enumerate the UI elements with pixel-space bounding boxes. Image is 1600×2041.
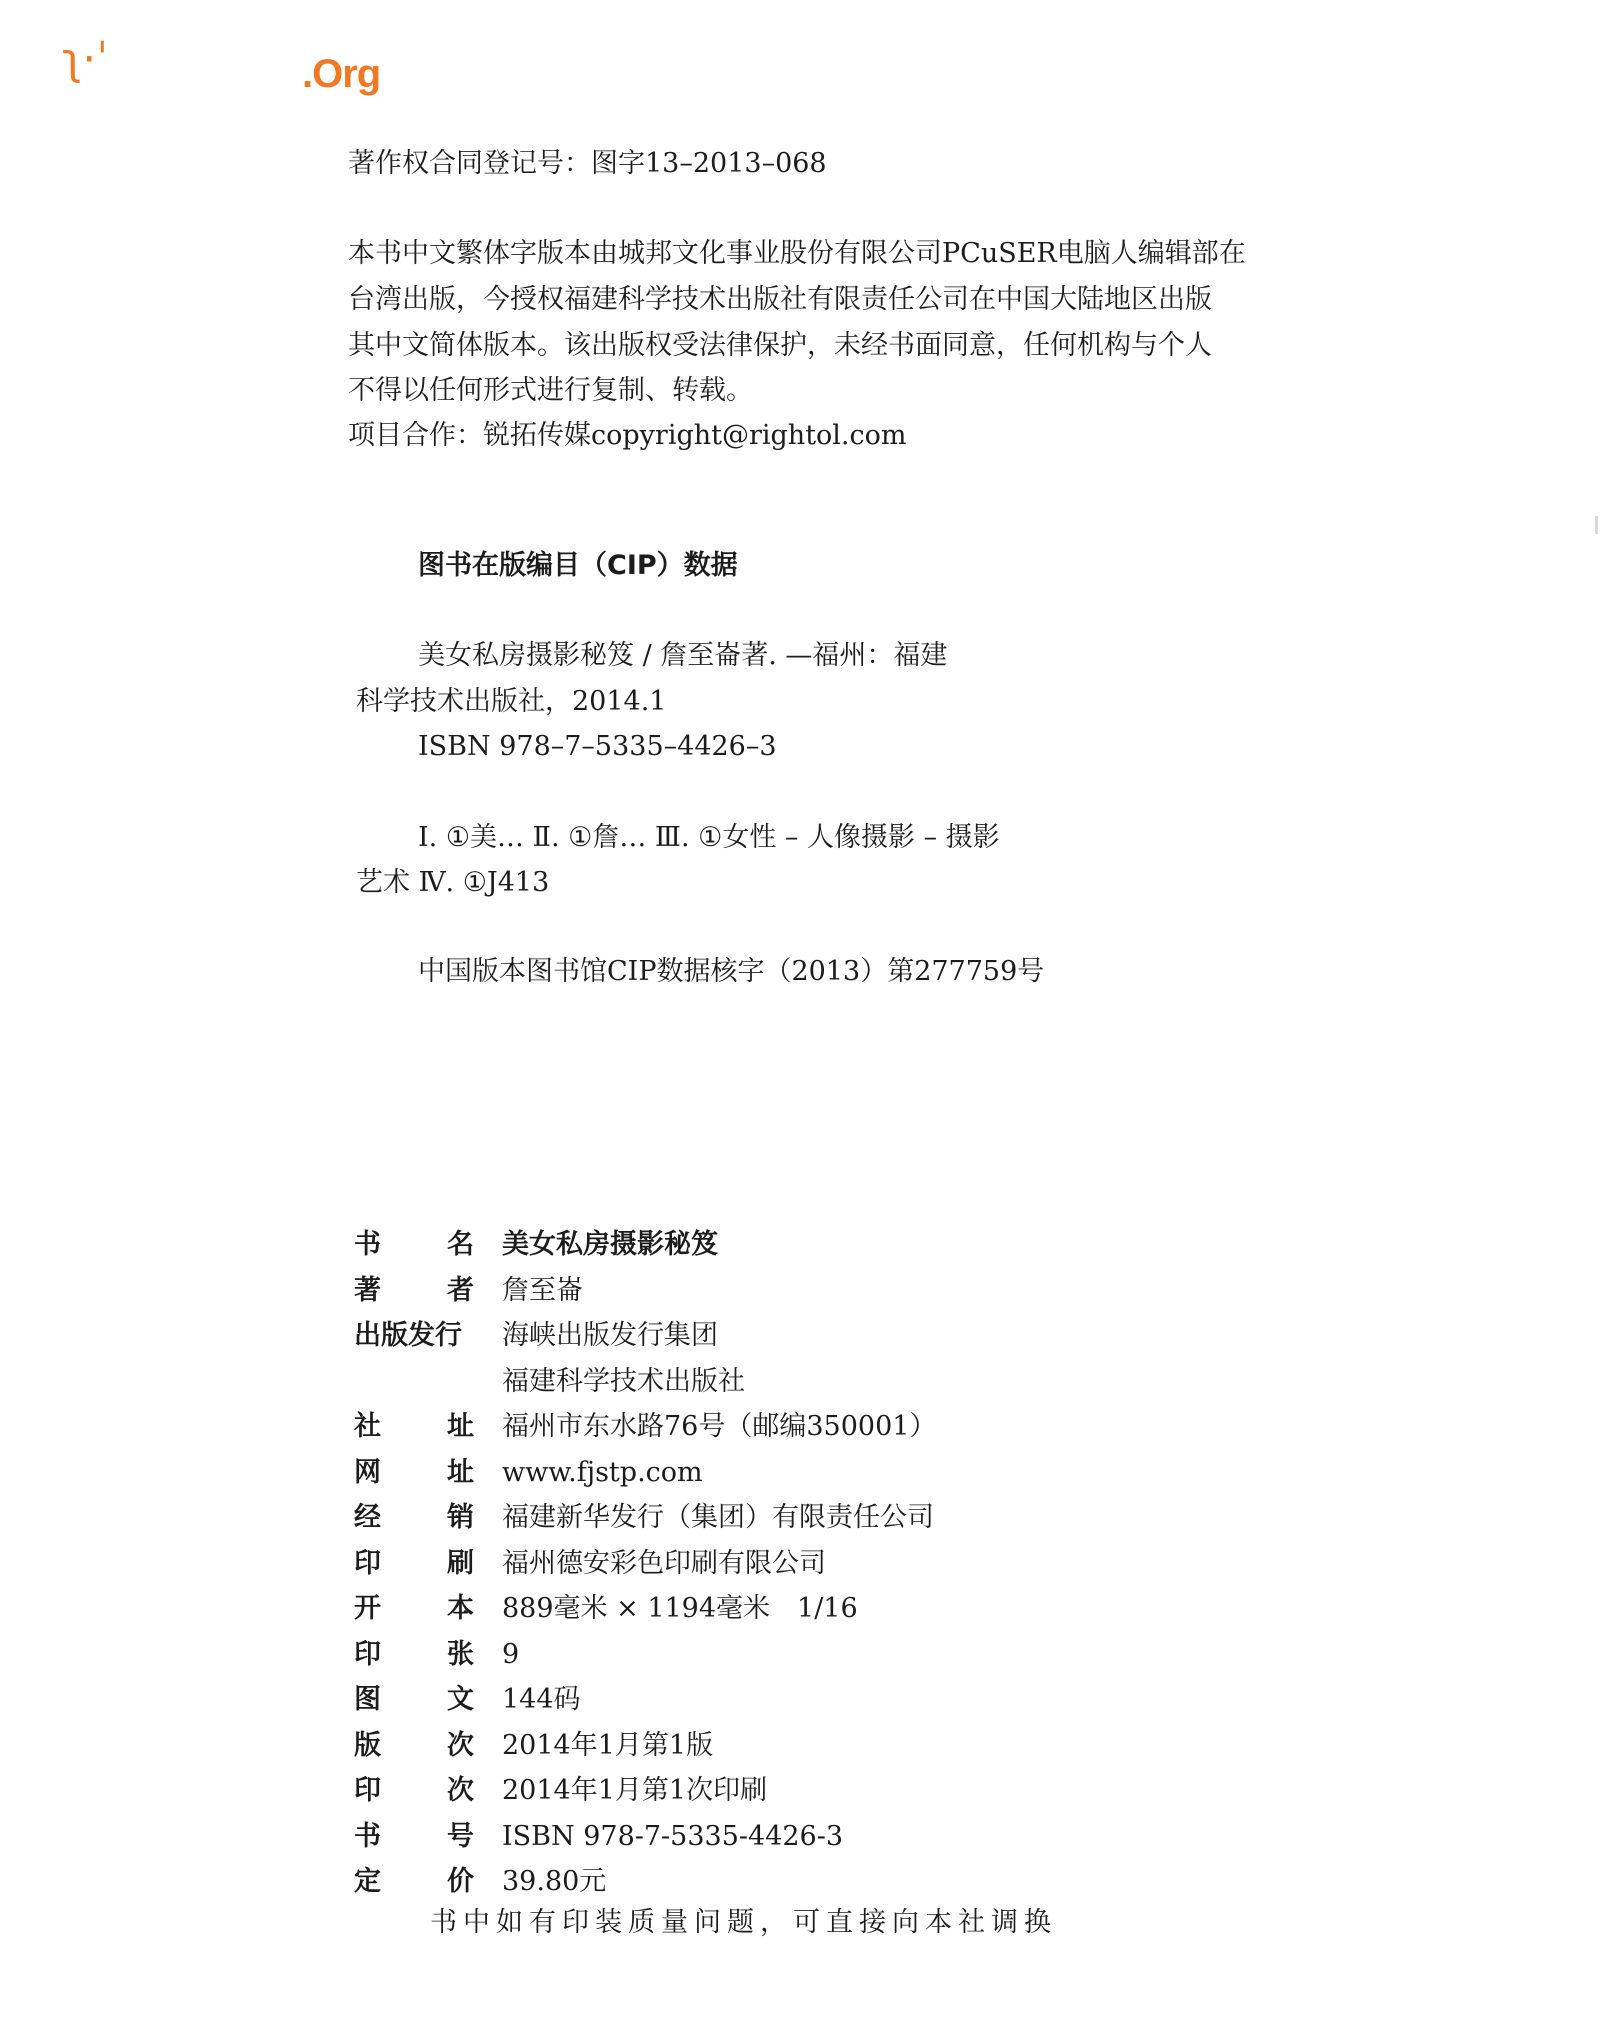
colophon-label-char: 印 (354, 1547, 381, 1579)
colophon-row (354, 1859, 1114, 1905)
colophon-label-char: 次 (447, 1729, 474, 1761)
colophon-value: www.fjstp.com (502, 1456, 703, 1488)
colophon-label-char: 名 (447, 1229, 474, 1260)
colophon-row (354, 1495, 1114, 1541)
cip-entry-line-2: 科学技术出版社，2014.1 (356, 686, 667, 717)
colophon-label-char: 址 (447, 1456, 474, 1488)
colophon-value: 144码 (502, 1684, 581, 1715)
cip-record-number: 中国版本图书馆CIP数据核字（2013）第277759号 (418, 956, 1045, 987)
colophon-row (354, 1814, 1114, 1860)
colophon-label-char: 文 (447, 1684, 474, 1715)
watermark-logo (62, 34, 402, 108)
colophon-row (354, 1586, 1114, 1632)
colophon-value: 美女私房摄影秘笈 (502, 1229, 718, 1260)
colophon-table (354, 1222, 1114, 1905)
colophon-label-char: 张 (447, 1638, 474, 1670)
colophon-value: 2014年1月第1次印刷 (502, 1775, 768, 1806)
colophon-row (354, 1723, 1114, 1769)
edge-mark (1595, 516, 1598, 534)
colophon-label (354, 1586, 474, 1625)
watermark-glyph: ʅ·ˈ (62, 34, 109, 85)
cip-heading: 图书在版编目（CIP）数据 (418, 550, 738, 581)
colophon-row (354, 1222, 1114, 1268)
license-line-2: 台湾出版，今授权福建科学技术出版社有限责任公司在中国大陆地区出版 (348, 284, 1212, 315)
colophon-label-char: 图 (354, 1684, 381, 1715)
colophon-label-char: 者 (447, 1274, 474, 1306)
footer-note: 书中如有印装质量问题，可直接向本社调换 (430, 1907, 1057, 1938)
colophon-label (354, 1768, 474, 1807)
colophon-row (354, 1313, 1114, 1359)
colophon-label-char: 号 (447, 1820, 474, 1852)
colophon-label-char: 经 (354, 1502, 381, 1533)
colophon-value: ISBN 978-7-5335-4426-3 (502, 1820, 844, 1852)
colophon-label (354, 1222, 474, 1261)
colophon-label-char: 出版发行 (354, 1320, 462, 1351)
colophon-label-char: 价 (447, 1866, 474, 1897)
colophon-value: 39.80元 (502, 1866, 607, 1897)
colophon-label (354, 1268, 474, 1307)
colophon-label (354, 1723, 474, 1762)
colophon-label (354, 1313, 474, 1352)
license-line-3: 其中文简体版本。该出版权受法律保护，未经书面同意，任何机构与个人 (348, 330, 1212, 361)
colophon-label (354, 1859, 474, 1898)
colophon-label-char: 次 (447, 1775, 474, 1806)
colophon-label-char: 网 (354, 1456, 381, 1488)
colophon-label-char: 书 (354, 1229, 381, 1260)
colophon-value: 福建科学技术出版社 (502, 1365, 745, 1397)
colophon-value: 福州德安彩色印刷有限公司 (502, 1547, 826, 1579)
cip-classification-line-2: 艺术 Ⅳ. ①J413 (356, 867, 550, 898)
colophon-label-char: 址 (447, 1411, 474, 1442)
colophon-value: 福州市东水路76号（邮编350001） (502, 1411, 937, 1442)
colophon-value: 海峡出版发行集团 (502, 1320, 718, 1351)
copyright-registration: 著作权合同登记号：图字13–2013–068 (348, 148, 827, 179)
colophon-value: 福建新华发行（集团）有限责任公司 (502, 1502, 934, 1533)
colophon-label (354, 1404, 474, 1443)
watermark-text: .Org (302, 52, 381, 96)
colophon-value: 9 (502, 1638, 520, 1670)
project-cooperation: 项目合作：锐拓传媒copyright@rightol.com (348, 420, 907, 451)
colophon-row (354, 1541, 1114, 1587)
colophon-label (354, 1632, 474, 1671)
colophon-row (354, 1632, 1114, 1678)
colophon-label-char: 定 (354, 1866, 381, 1897)
cip-isbn: ISBN 978–7–5335–4426–3 (418, 731, 777, 762)
colophon-value: 889毫米 × 1194毫米 1/16 (502, 1593, 858, 1624)
colophon-label (354, 1541, 474, 1580)
colophon-row (354, 1404, 1114, 1450)
cip-entry-line-1: 美女私房摄影秘笈 / 詹至崙著. —福州：福建 (418, 640, 948, 671)
cip-classification-line-1: Ⅰ. ①美… Ⅱ. ①詹… Ⅲ. ①女性 – 人像摄影 – 摄影 (418, 822, 1000, 853)
colophon-label-char: 开 (354, 1593, 381, 1624)
colophon-label-char: 书 (354, 1820, 381, 1852)
colophon-value: 詹至崙 (502, 1274, 583, 1306)
colophon-row (354, 1450, 1114, 1496)
colophon-label-char: 印 (354, 1638, 381, 1670)
colophon-label-char: 销 (447, 1502, 474, 1533)
colophon-label (354, 1450, 474, 1489)
colophon-row (354, 1677, 1114, 1723)
colophon-row (354, 1268, 1114, 1314)
colophon-label-char: 印 (354, 1775, 381, 1806)
colophon-label-char: 社 (354, 1411, 381, 1442)
colophon-label (354, 1814, 474, 1853)
colophon-label (354, 1495, 474, 1534)
colophon-row (354, 1768, 1114, 1814)
license-line-1: 本书中文繁体字版本由城邦文化事业股份有限公司PCuSER电脑人编辑部在 (348, 238, 1246, 269)
colophon-label-char: 本 (447, 1593, 474, 1624)
colophon-value: 2014年1月第1版 (502, 1729, 714, 1761)
colophon-label-char: 版 (354, 1729, 381, 1761)
colophon-row (354, 1359, 1114, 1405)
colophon-label-char: 刷 (447, 1547, 474, 1579)
license-line-4: 不得以任何形式进行复制、转载。 (348, 375, 753, 406)
colophon-label (354, 1677, 474, 1716)
colophon-label-char: 著 (354, 1274, 381, 1306)
